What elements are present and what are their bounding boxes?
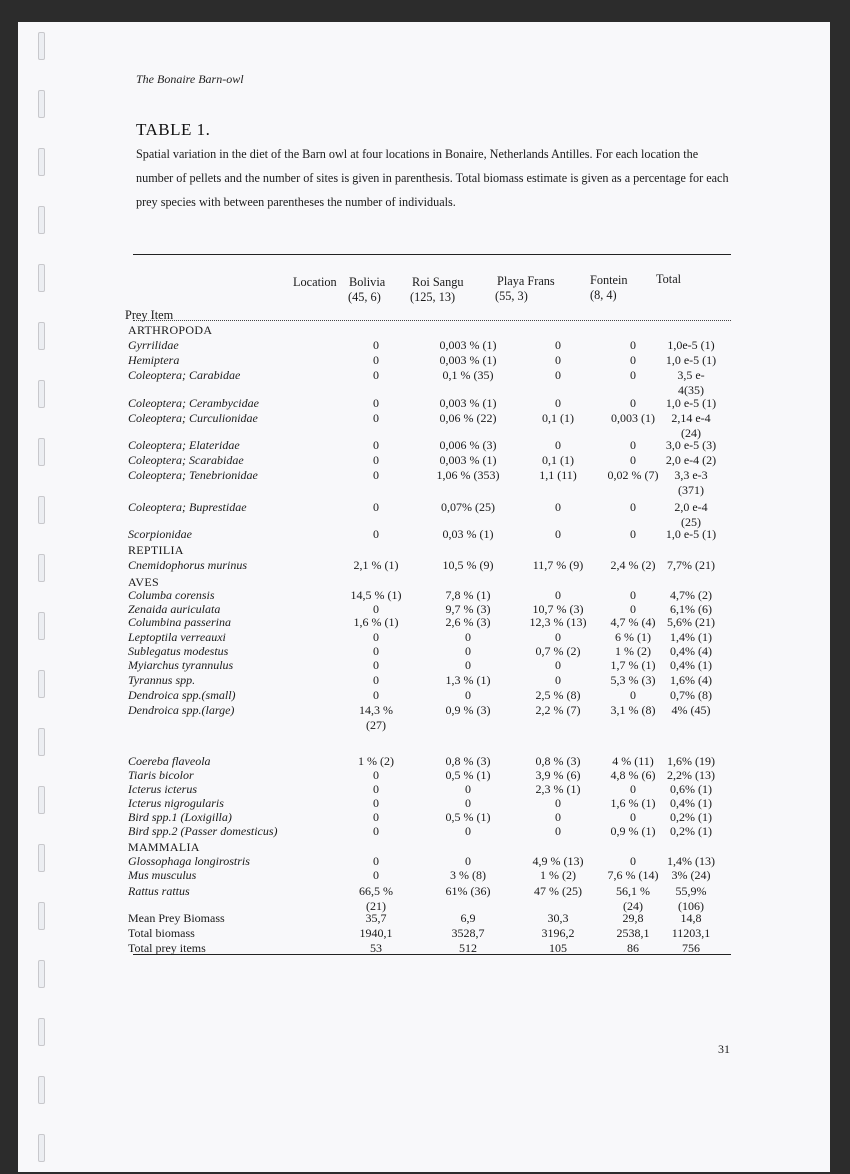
- table-cell: 55,9%: [675, 884, 707, 898]
- table-cell: 1 % (2): [540, 868, 576, 882]
- table-cell: 1,0 e-5 (1): [665, 527, 717, 541]
- table-cell: 3% (24): [671, 868, 711, 882]
- prey-name: Cnemidophorus murinus: [128, 558, 248, 572]
- table-cell: 0: [630, 396, 636, 410]
- prey-name: Mean Prey Biomass: [128, 911, 225, 925]
- table-cell: 0: [373, 810, 379, 824]
- table-cell: 4% (45): [671, 703, 711, 717]
- header-fontein: Fontein: [590, 273, 628, 287]
- table-cell: 0,02 % (7): [607, 468, 659, 482]
- table-cell: 0: [630, 527, 636, 541]
- table-cell: 47 % (25): [534, 884, 582, 898]
- table-cell: 0,7 % (2): [535, 644, 581, 658]
- table-cell: 10,5 % (9): [442, 558, 494, 572]
- table-title: TABLE 1.: [136, 120, 211, 139]
- table-cell: 3 % (8): [450, 868, 486, 882]
- prey-name: Columba corensis: [128, 588, 215, 602]
- table-cell: 3,5 e-: [677, 368, 705, 382]
- header-location: Location: [293, 275, 337, 289]
- table-cell: 0,4% (4): [670, 644, 712, 658]
- table-cell: 0: [555, 396, 561, 410]
- table-cell: 512: [459, 941, 477, 955]
- table-cell: 2,1 % (1): [353, 558, 399, 572]
- table-cell: 1 % (2): [615, 644, 651, 658]
- table-cell: 0: [630, 500, 636, 514]
- table-group-row: [18, 323, 830, 337]
- table-row: [18, 468, 830, 482]
- table-cell: 0,003 (1): [611, 411, 655, 425]
- table-cell: 14,3 %: [359, 703, 393, 717]
- table-cell: 7,8 % (1): [445, 588, 491, 602]
- table-cell: 66,5 %: [359, 884, 393, 898]
- table-cell: 1,6% (4): [670, 673, 712, 687]
- binder-hole: [38, 1018, 45, 1046]
- table-cell: 0: [465, 688, 471, 702]
- table-row: [18, 658, 830, 672]
- prey-name: Coereba flaveola: [128, 754, 211, 768]
- table-cell: 6,9: [460, 911, 476, 925]
- table-row: [18, 796, 830, 810]
- table-cell: 2,2 % (7): [535, 703, 581, 717]
- table-cell: 1,4% (1): [670, 630, 712, 644]
- table-cell: 0: [555, 527, 561, 541]
- table-cell-continuation: (371): [678, 483, 704, 497]
- document-page: [18, 22, 830, 1172]
- table-cell: 6 % (1): [615, 630, 651, 644]
- table-cell: 2,4 % (2): [610, 558, 656, 572]
- table-row: [18, 588, 830, 602]
- prey-name: Bird spp.1 (Loxigilla): [128, 810, 232, 824]
- table-cell: 0: [373, 796, 379, 810]
- table-cell: 0: [465, 630, 471, 644]
- table-cell: 0: [630, 588, 636, 602]
- table-cell: 10,7 % (3): [532, 602, 584, 616]
- table-cell: 53: [370, 941, 382, 955]
- table-cell: 12,3 % (13): [529, 615, 587, 629]
- table-caption: Spatial variation in the diet of the Barn owl at four locations in Bonaire, Netherlands Antilles. For each location the number of pellets and the number of sites is given in parenthesis. Total biomass estimate is given as a percentage for each prey species with between parentheses the number of individuals.: [136, 147, 729, 209]
- table-bottom-rule: [133, 954, 731, 955]
- table-row: [18, 941, 830, 955]
- table-row: [18, 453, 830, 467]
- table-cell: 0: [373, 688, 379, 702]
- binder-hole: [38, 264, 45, 292]
- prey-name: Gyrrilidae: [128, 338, 179, 352]
- table-cell: 0: [373, 782, 379, 796]
- table-row: [18, 768, 830, 782]
- table-cell: 0,7% (8): [670, 688, 712, 702]
- table-cell: 0,5 % (1): [445, 810, 491, 824]
- prey-name: Glossophaga longirostris: [128, 854, 250, 868]
- table-cell-continuation: (25): [681, 515, 701, 529]
- table-row: [18, 884, 830, 898]
- prey-name: Scorpionidae: [128, 527, 192, 541]
- table-row: [18, 368, 830, 382]
- prey-name: Total prey items: [128, 941, 206, 955]
- table-cell: 2,6 % (3): [445, 615, 491, 629]
- table-cell: 0: [630, 602, 636, 616]
- table-cell: 5,6% (21): [667, 615, 715, 629]
- prey-name: Tyrannus spp.: [128, 673, 196, 687]
- prey-name: Coleoptera; Elateridae: [128, 438, 240, 452]
- binder-hole: [38, 32, 45, 60]
- table-cell: 0,003 % (1): [439, 396, 497, 410]
- table-cell: 86: [627, 941, 639, 955]
- table-cell: 0: [555, 338, 561, 352]
- table-cell: 14,5 % (1): [350, 588, 402, 602]
- table-cell: 2538,1: [616, 926, 650, 940]
- table-cell: 1,6 % (1): [610, 796, 656, 810]
- table-cell: 1,4% (13): [667, 854, 715, 868]
- table-row: [18, 396, 830, 410]
- table-top-rule: [133, 254, 731, 255]
- table-cell: 4,7 % (4): [610, 615, 656, 629]
- table-cell: 2,0 e-4 (2): [665, 453, 717, 467]
- table-cell: 0,1 % (35): [442, 368, 494, 382]
- table-cell: 0: [373, 824, 379, 838]
- prey-name: Coleoptera; Carabidae: [128, 368, 241, 382]
- prey-name: Tiaris bicolor: [128, 768, 194, 782]
- group-label: MAMMALIA: [128, 840, 200, 854]
- table-cell: 0: [373, 468, 379, 482]
- table-row: [18, 810, 830, 824]
- table-row: [18, 703, 830, 717]
- table-cell: 0,6% (1): [670, 782, 712, 796]
- table-row: [18, 688, 830, 702]
- table-cell: 0: [373, 854, 379, 868]
- table-cell: 4 % (11): [612, 754, 654, 768]
- table-cell: 0: [555, 796, 561, 810]
- table-cell: 29,8: [622, 911, 644, 925]
- table-cell: 0: [555, 658, 561, 672]
- table-row: [18, 353, 830, 367]
- table-cell: 0,1 (1): [542, 453, 574, 467]
- header-fontein-sub: (8, 4): [590, 288, 617, 302]
- table-cell: 0: [465, 824, 471, 838]
- table-cell-continuation: (27): [366, 718, 386, 732]
- header-playa-frans: Playa Frans: [497, 274, 555, 288]
- table-cell: 0: [555, 588, 561, 602]
- table-cell: 0,4% (1): [670, 796, 712, 810]
- table-cell: 1,0e-5 (1): [667, 338, 715, 352]
- prey-name: Dendroica spp.(small): [128, 688, 236, 702]
- header-total: Total: [656, 272, 682, 286]
- table-cell: 0: [373, 527, 379, 541]
- table-cell: 3,9 % (6): [535, 768, 581, 782]
- prey-name: Sublegatus modestus: [128, 644, 229, 658]
- table-cell: 3,3 e-3: [674, 468, 708, 482]
- table-cell: 0,003 % (1): [439, 353, 497, 367]
- table-row: [18, 926, 830, 940]
- table-cell: 756: [682, 941, 700, 955]
- table-cell: 11203,1: [671, 926, 711, 940]
- prey-name: Mus musculus: [128, 868, 197, 882]
- table-cell: 0: [630, 353, 636, 367]
- group-label: ARTHROPODA: [128, 323, 213, 337]
- table-cell-continuation: 4(35): [678, 383, 704, 397]
- table-cell: 1940,1: [359, 926, 393, 940]
- table-cell: 2,2% (13): [667, 768, 715, 782]
- table-cell: 2,5 % (8): [535, 688, 581, 702]
- table-cell: 0,2% (1): [670, 810, 712, 824]
- table-cell: 3,0 e-5 (3): [665, 438, 717, 452]
- table-cell: 0,006 % (3): [439, 438, 497, 452]
- table-cell: 0: [630, 782, 636, 796]
- binder-hole: [38, 728, 45, 756]
- table-cell: 0: [373, 602, 379, 616]
- prey-name: Coleoptera; Tenebrionidae: [128, 468, 258, 482]
- table-row: [18, 644, 830, 658]
- prey-name: Rattus rattus: [128, 884, 190, 898]
- table-cell: 0: [373, 368, 379, 382]
- table-cell: 0,07% (25): [441, 500, 495, 514]
- table-row: [18, 602, 830, 616]
- table-cell: 3196,2: [541, 926, 575, 940]
- table-group-row: [18, 840, 830, 854]
- binder-hole: [38, 960, 45, 988]
- table-cell: 0: [373, 353, 379, 367]
- table-cell: 0: [630, 338, 636, 352]
- running-head: The Bonaire Barn-owl: [136, 72, 244, 86]
- table-cell: 7,6 % (14): [607, 868, 659, 882]
- header-roi-sangu: Roi Sangu: [412, 275, 464, 289]
- table-row: [18, 824, 830, 838]
- binder-hole: [38, 1134, 45, 1162]
- prey-name: Icterus icterus: [128, 782, 197, 796]
- binder-hole: [38, 1076, 45, 1104]
- table-cell: 3528,7: [451, 926, 485, 940]
- table-cell: 5,3 % (3): [610, 673, 656, 687]
- table-row: [18, 854, 830, 868]
- table-cell: 0: [373, 411, 379, 425]
- table-cell: 0: [630, 688, 636, 702]
- table-cell: 0: [373, 658, 379, 672]
- table-cell-continuation: (106): [678, 899, 704, 913]
- table-cell: 4,9 % (13): [532, 854, 584, 868]
- table-cell: 0: [465, 782, 471, 796]
- binder-hole: [38, 90, 45, 118]
- table-row: [18, 630, 830, 644]
- table-cell: 0: [630, 453, 636, 467]
- table-row: [18, 782, 830, 796]
- table-cell: 56,1 %: [616, 884, 650, 898]
- table-cell: 0: [373, 453, 379, 467]
- prey-name: Coleoptera; Curculionidae: [128, 411, 258, 425]
- table-cell: 4,8 % (6): [610, 768, 656, 782]
- prey-name: Zenaida auriculata: [128, 602, 221, 616]
- table-cell: 35,7: [365, 911, 387, 925]
- table-cell: 0: [465, 658, 471, 672]
- table-cell: 7,7% (21): [667, 558, 715, 572]
- table-cell: 0: [373, 338, 379, 352]
- table-cell: 0,003 % (1): [439, 453, 497, 467]
- header-prey-item: Prey Item: [125, 308, 174, 322]
- table-cell: 0: [373, 396, 379, 410]
- table-cell: 1,06 % (353): [436, 468, 500, 482]
- prey-name: Bird spp.2 (Passer domesticus): [128, 824, 278, 838]
- table-group-row: [18, 543, 830, 557]
- group-label: REPTILIA: [128, 543, 184, 557]
- prey-name: Total biomass: [128, 926, 195, 940]
- table-row: [18, 615, 830, 629]
- binder-hole: [38, 148, 45, 176]
- table-cell: 0: [555, 673, 561, 687]
- prey-name: Hemiptera: [128, 353, 180, 367]
- table-cell: 2,14 e-4: [671, 411, 711, 425]
- table-cell: 0: [555, 368, 561, 382]
- table-cell: 1,1 (11): [539, 468, 577, 482]
- table-cell: 0: [630, 438, 636, 452]
- prey-name: Myiarchus tyrannulus: [128, 658, 234, 672]
- table-cell: 0: [555, 500, 561, 514]
- prey-name: Dendroica spp.(large): [128, 703, 235, 717]
- prey-name: Columbina passerina: [128, 615, 232, 629]
- prey-name: Coleoptera; Buprestidae: [128, 500, 247, 514]
- table-cell: 0: [373, 868, 379, 882]
- table-cell: 0: [373, 500, 379, 514]
- table-cell: 0,5 % (1): [445, 768, 491, 782]
- table-cell: 1,0 e-5 (1): [665, 353, 717, 367]
- table-cell: 0,003 % (1): [439, 338, 497, 352]
- table-cell: 0: [630, 368, 636, 382]
- table-row: [18, 558, 830, 572]
- table-cell: 6,1% (6): [670, 602, 712, 616]
- table-cell: 0: [373, 630, 379, 644]
- table-cell: 0: [465, 796, 471, 810]
- prey-name: Icterus nigrogularis: [128, 796, 224, 810]
- table-row: [18, 338, 830, 352]
- header-playa-frans-sub: (55, 3): [495, 289, 528, 303]
- table-cell: 0: [465, 854, 471, 868]
- prey-name: Leptoptila verreauxi: [128, 630, 226, 644]
- table-cell: 14,8: [680, 911, 702, 925]
- table-cell: 1,0 e-5 (1): [665, 396, 717, 410]
- table-cell: 0: [555, 810, 561, 824]
- table-row: [18, 500, 830, 514]
- table-cell: 0,8 % (3): [535, 754, 581, 768]
- table-cell: 61% (36): [445, 884, 491, 898]
- table-cell: 4,7% (2): [670, 588, 712, 602]
- table-cell: 0,8 % (3): [445, 754, 491, 768]
- table-cell: 11,7 % (9): [532, 558, 584, 572]
- table-cell: 0: [630, 854, 636, 868]
- table-group-row: [18, 575, 830, 589]
- prey-name: Coleoptera; Scarabidae: [128, 453, 244, 467]
- table-cell: 1,3 % (1): [445, 673, 491, 687]
- header-roi-sangu-sub: (125, 13): [410, 290, 456, 304]
- table-cell: 105: [549, 941, 567, 955]
- table-cell: 0,9 % (1): [610, 824, 656, 838]
- prey-name: Coleoptera; Cerambycidae: [128, 396, 259, 410]
- table-cell-continuation: (24): [681, 426, 701, 440]
- table-cell: 0,03 % (1): [442, 527, 494, 541]
- table-cell: 0: [555, 824, 561, 838]
- table-cell: 2,0 e-4: [674, 500, 708, 514]
- table-cell: 0,06 % (22): [439, 411, 497, 425]
- table-cell: 1,7 % (1): [610, 658, 656, 672]
- header-bolivia: Bolivia: [349, 275, 386, 289]
- table-row: [18, 411, 830, 425]
- table-cell: 0,2% (1): [670, 824, 712, 838]
- table-cell: 0: [630, 810, 636, 824]
- table-cell-continuation: (24): [623, 899, 643, 913]
- header-bolivia-sub: (45, 6): [348, 290, 381, 304]
- table-cell: 30,3: [547, 911, 569, 925]
- table-cell-continuation: (21): [366, 899, 386, 913]
- table-cell: 1,6 % (1): [353, 615, 399, 629]
- table-row: [18, 754, 830, 768]
- table-cell: 3,1 % (8): [610, 703, 656, 717]
- table-cell: 0,4% (1): [670, 658, 712, 672]
- table-cell: 1 % (2): [358, 754, 394, 768]
- table-cell: 0: [465, 644, 471, 658]
- group-label: AVES: [128, 575, 159, 589]
- table-cell: 1,6% (19): [667, 754, 715, 768]
- table-cell: 0: [373, 438, 379, 452]
- table-cell: 0: [373, 673, 379, 687]
- table-row: [18, 868, 830, 882]
- table-cell: 0: [555, 353, 561, 367]
- table-cell: 0,1 (1): [542, 411, 574, 425]
- table-row: [18, 673, 830, 687]
- table-cell: 0: [555, 438, 561, 452]
- table-cell: 0: [373, 768, 379, 782]
- table-cell: 0: [373, 644, 379, 658]
- header-rule: [133, 320, 731, 321]
- binder-hole: [38, 206, 45, 234]
- page-number: 31: [718, 1042, 730, 1056]
- table-cell: 0,9 % (3): [445, 703, 491, 717]
- table-cell: 0: [555, 630, 561, 644]
- table-cell: 2,3 % (1): [535, 782, 581, 796]
- table-cell: 9,7 % (3): [445, 602, 491, 616]
